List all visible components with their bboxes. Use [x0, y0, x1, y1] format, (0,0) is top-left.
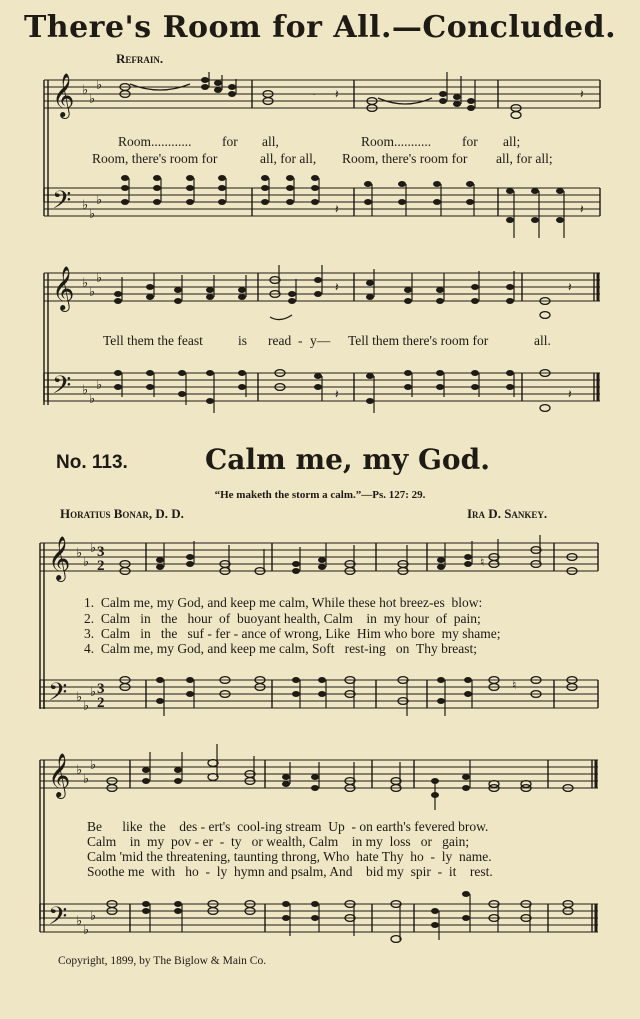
svg-text:♮: ♮	[480, 555, 485, 569]
svg-text:♭: ♭	[82, 82, 89, 97]
svg-text:𝄢: 𝄢	[48, 678, 68, 713]
svg-text:♭: ♭	[83, 698, 90, 713]
svg-text:♭: ♭	[83, 554, 90, 569]
svg-text:𝄽: 𝄽	[335, 280, 339, 294]
svg-text:♭: ♭	[96, 77, 103, 92]
hymn-author: Horatius Bonar, D. D.	[60, 506, 184, 521]
svg-text:♭: ♭	[82, 275, 89, 290]
svg-text:·: ·	[312, 87, 316, 101]
copyright-notice: Copyright, 1899, by The Biglow & Main Co.	[58, 955, 267, 967]
music-staff-bass-4	[0, 896, 640, 946]
svg-text:𝄽: 𝄽	[568, 387, 572, 401]
verse-1-line-b: Be like the des - ert's cool-ing stream Up - on earth's fevered brow.	[87, 819, 489, 834]
verse-3-line-b: Calm 'mid the threatening, taunting throng, Who hate Thy ho - ly name.	[87, 849, 492, 864]
hymn-epigraph: “He maketh the storm a calm.”—Ps. 127: 29.	[214, 489, 426, 501]
svg-text:♭: ♭	[89, 284, 96, 299]
svg-text:♭: ♭	[83, 771, 90, 786]
svg-text:♭: ♭	[90, 540, 97, 555]
svg-text:2: 2	[97, 558, 105, 574]
svg-text:♭: ♭	[76, 545, 83, 560]
svg-text:♭: ♭	[90, 757, 97, 772]
svg-text:♭: ♭	[76, 762, 83, 777]
svg-text:♭: ♭	[96, 377, 103, 392]
page-title: There's Room for All.—Concluded.	[23, 10, 617, 45]
svg-text:3: 3	[97, 544, 105, 560]
music-staff-treble-4	[0, 752, 640, 802]
svg-text:♭: ♭	[90, 684, 97, 699]
hymn-title: Calm me, my God.	[205, 443, 490, 476]
refrain-lyrics-line-3: Tell them the feast is read - y— Tell them there's room for all.	[103, 333, 551, 348]
svg-text:𝄞: 𝄞	[52, 73, 75, 117]
svg-text:♭: ♭	[89, 206, 96, 221]
svg-text:𝄽: 𝄽	[335, 387, 339, 401]
svg-text:♭: ♭	[89, 91, 96, 106]
verse-2-line-a: 2. Calm in the hour of buoyant health, Calm in my hour of pain;	[84, 611, 481, 626]
svg-text:♭: ♭	[76, 689, 83, 704]
music-staff-treble-3	[0, 535, 640, 585]
refrain-label: Refrain.	[116, 51, 164, 66]
music-staff-bass-3	[0, 672, 640, 722]
svg-text:♭: ♭	[83, 922, 90, 937]
svg-text:2: 2	[97, 695, 105, 711]
svg-text:♭: ♭	[90, 908, 97, 923]
hymn-number: No. 113.	[56, 452, 128, 473]
svg-text:𝄽: 𝄽	[568, 280, 572, 294]
verse-1-line-a: 1. Calm me, my God, and keep me calm, While these hot breez-es blow:	[84, 595, 483, 610]
refrain-lyrics-line-2: Room, there's room for all, for all, Room, there's room for all, for all;	[92, 151, 553, 166]
verse-3-line-a: 3. Calm in the suf - fer - ance of wrong, Like Him who bore my shame;	[84, 626, 501, 641]
svg-text:3: 3	[97, 681, 105, 697]
svg-text:♭: ♭	[82, 197, 89, 212]
verse-4-line-b: Soothe me with ho - ly hymn and psalm, And bid my spir - it rest.	[87, 864, 493, 879]
svg-text:𝄽: 𝄽	[580, 202, 584, 216]
svg-text:𝄞: 𝄞	[48, 753, 71, 797]
svg-text:𝄞: 𝄞	[52, 266, 75, 310]
refrain-lyrics-line-1: Room............ for all, Room........... for all;	[118, 134, 521, 149]
svg-text:♭: ♭	[96, 270, 103, 285]
music-staff-bass-1	[0, 180, 640, 240]
music-staff-bass-2	[0, 365, 640, 415]
verse-4-line-a: 4. Calm me, my God, and keep me calm, Soft rest-ing on Thy breast;	[84, 641, 478, 656]
svg-text:𝄢: 𝄢	[52, 186, 72, 221]
music-staff-treble-2	[0, 265, 640, 325]
svg-text:♭: ♭	[89, 391, 96, 406]
hymn-composer: Ira D. Sankey.	[467, 506, 548, 521]
svg-text:♮: ♮	[512, 678, 517, 692]
svg-text:𝄽: 𝄽	[335, 87, 339, 101]
svg-text:𝄢: 𝄢	[48, 902, 68, 937]
svg-text:𝄢: 𝄢	[52, 371, 72, 406]
svg-text:𝄞: 𝄞	[48, 536, 71, 580]
verse-2-line-b: Calm in my pov - er - ty or wealth, Calm in my loss or gain;	[87, 834, 470, 849]
svg-text:𝄽: 𝄽	[335, 202, 339, 216]
svg-text:♭: ♭	[82, 382, 89, 397]
svg-text:♭: ♭	[76, 913, 83, 928]
svg-text:♭: ♭	[96, 192, 103, 207]
music-staff-treble-1	[0, 72, 640, 122]
svg-text:𝄽: 𝄽	[580, 87, 584, 101]
